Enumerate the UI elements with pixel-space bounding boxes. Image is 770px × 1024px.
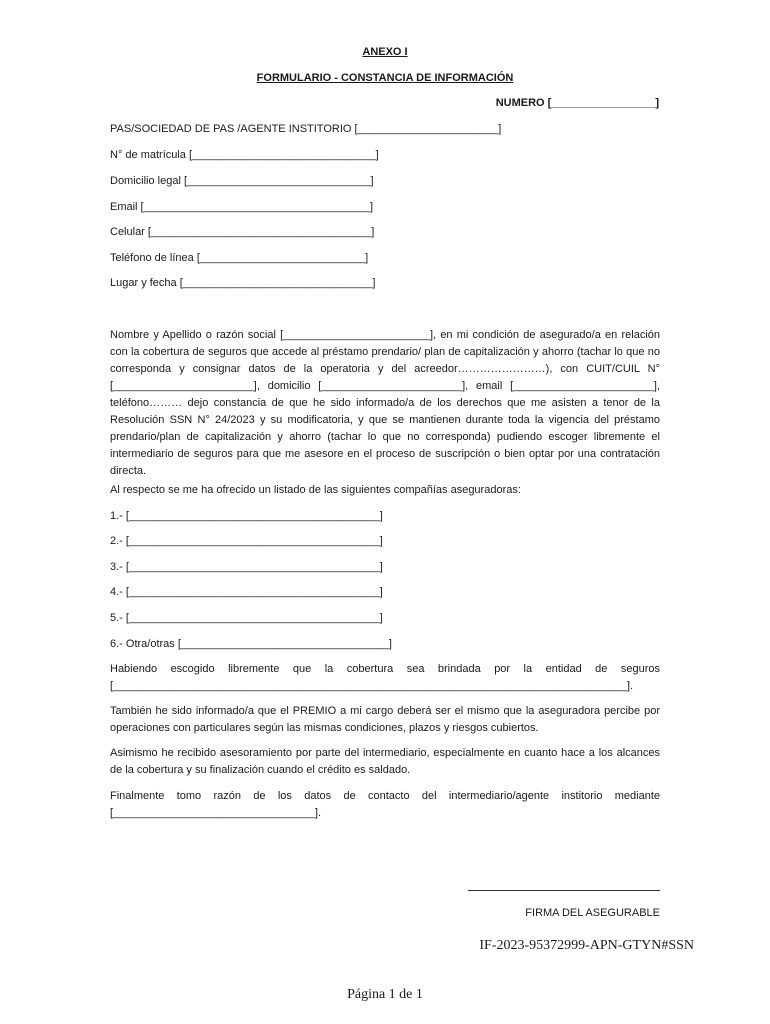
chosen-entity-text: Habiendo escogido libremente que la cobertura sea brindada por la entidad de seguros [____________________________________________________________________________________]. [110,663,660,692]
companies-intro: Al respecto se me ha ofrecido un listado de las siguientes compañías aseguradoras: [110,484,521,496]
field-matricula: N° de matrícula [______________________________] [110,149,379,161]
premium-text: También he sido informado/a que el PREMIO a mi cargo deberá ser el mismo que la aseguradora percibe por operaciones con particulares según las mismas condiciones, plazos y riesgos cubiertos. [110,705,660,734]
document-id: IF-2023-95372999-APN-GTYN#SSN [479,938,694,953]
declaration-paragraph [110,327,660,480]
premium-paragraph [110,703,660,737]
contact-text: Finalmente tomo razón de los datos de contacto del intermediario/agente institorio mediante [_________________________________]. [110,790,660,819]
annex-title: ANEXO I [362,46,408,58]
declaration-text: Nombre y Apellido o razón social [________________________], en mi condición de asegurado/a en relación con la cobertura de seguros que accede al préstamo prendario/ plan de capitalización y ahorro (tachar lo que no corresponda y consignar datos de la operatoria y del acreedor……………………), con CUIT/CUIL N° [_______________________], domicilio [_______________________], email [_______________________], teléfono……… dejo constancia de que he sido informado/a de los derechos que me asisten a tenor de la Resolución SSN N° 24/2023 y su modificatoria, y que se mantienen durante toda la vigencia del préstamo prendario/plan de capitalización y ahorro (tachar lo que no corresponda) pudiendo escoger libremente el intermediario de seguros para que me asesore en el proceso de suscripción o bien optar por una contratación directa. [110,329,660,477]
field-lugar-fecha: Lugar y fecha [_______________________________] [110,277,376,289]
field-celular: Celular [____________________________________] [110,226,375,238]
company-line-3: 3.- [_________________________________________] [110,561,383,573]
company-line-2: 2.- [_________________________________________] [110,535,383,547]
chosen-entity-paragraph [110,661,660,695]
contact-paragraph [110,788,660,822]
page-number: Página 1 de 1 [347,987,423,1002]
form-number: NUMERO [_________________] [495,97,659,109]
signature-label: FIRMA DEL ASEGURABLE [525,907,660,919]
advice-text: Asimismo he recibido asesoramiento por parte del intermediario, especialmente en cuanto hace a los alcances de la cobertura y su finalización cuando el crédito es saldado. [110,747,660,776]
signature-line [468,890,660,891]
field-domicilio: Domicilio legal [______________________________] [110,175,374,187]
advice-paragraph [110,745,660,779]
company-line-5: 5.- [_________________________________________] [110,612,383,624]
field-email: Email [_____________________________________] [110,201,374,213]
field-pas: PAS/SOCIEDAD DE PAS /AGENTE INSTITORIO [_______________________] [110,123,502,135]
company-line-4: 4.- [_________________________________________] [110,586,383,598]
form-title: FORMULARIO - CONSTANCIA DE INFORMACIÓN [256,72,514,84]
company-line-6: 6.- Otra/otras [__________________________________] [110,638,392,650]
field-telefono: Teléfono de línea [___________________________] [110,252,369,264]
company-line-1: 1.- [_________________________________________] [110,510,383,522]
